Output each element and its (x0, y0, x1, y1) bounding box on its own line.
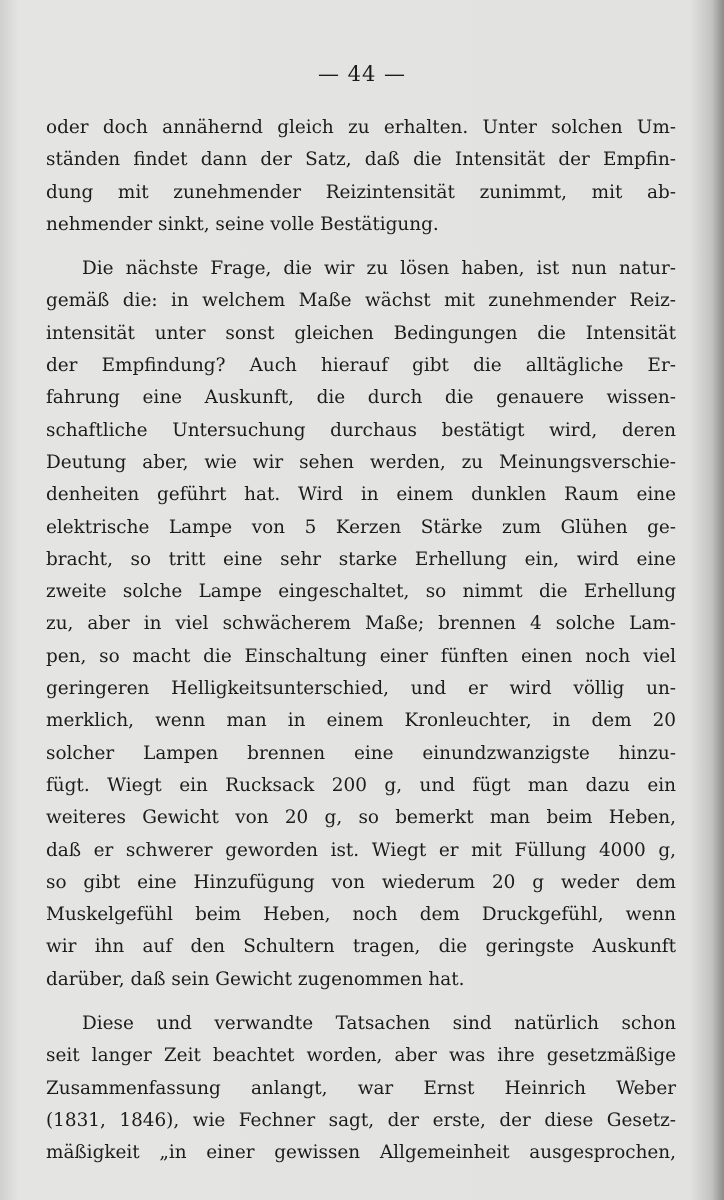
text-line: so gibt eine Hinzufügung von wiederum 20 g weder dem (46, 871, 676, 893)
text-line: schaftliche Untersuchung durchaus bestätigt wird, deren (46, 419, 676, 441)
text-line: seit langer Zeit beachtet worden, aber was ihre gesetzmäßige (46, 1045, 676, 1067)
page-number: — 44 — (317, 62, 407, 86)
text-line: dung mit zunehmender Reizintensität zunimmt, mit ab- (46, 181, 676, 203)
text-line: fahrung eine Auskunft, die durch die genauere wissen- (46, 387, 676, 409)
paragraph (46, 253, 676, 996)
text-line: solcher Lampen brennen eine einundzwanzigste hinzu- (46, 742, 676, 764)
text-line: der Empfindung? Auch hierauf gibt die alltägliche Er- (46, 355, 676, 377)
text-line: geringeren Helligkeitsunterschied, und er wird völlig un- (46, 678, 676, 700)
text-line: Muskelgefühl beim Heben, noch dem Druckgefühl, wenn (46, 904, 676, 926)
text-line: fügt. Wiegt ein Rucksack 200 g, und fügt man dazu ein (46, 774, 676, 796)
text-line: darüber, daß sein Gewicht zugenommen hat. (46, 968, 465, 990)
text-line: bracht, so tritt eine sehr starke Erhellung ein, wird eine (46, 548, 676, 570)
text-line: zu, aber in viel schwächerem Maße; brennen 4 solche Lam- (46, 613, 676, 635)
text-line: (1831, 1846), wie Fechner sagt, der erste, der diese Gesetz- (46, 1109, 676, 1131)
text-line: weiteres Gewicht von 20 g, so bemerkt man beim Heben, (46, 807, 676, 829)
paragraph (46, 1008, 676, 1169)
text-line: merklich, wenn man in einem Kronleuchter, in dem 20 (46, 710, 676, 732)
text-line: denheiten geführt hat. Wird in einem dunklen Raum eine (46, 484, 676, 506)
text-line: zweite solche Lampe eingeschaltet, so nimmt die Erhellung (46, 581, 676, 603)
text-line: gemäß die: in welchem Maße wächst mit zunehmender Reiz- (46, 290, 676, 312)
paragraph (46, 112, 676, 241)
text-line: mäßigkeit „in einer gewissen Allgemeinheit ausgesprochen, (46, 1142, 676, 1164)
text-line: wir ihn auf den Schultern tragen, die geringste Auskunft (46, 936, 676, 958)
body-text (46, 112, 676, 1182)
text-line: Die nächste Frage, die wir zu lösen haben, ist nun natur- (82, 258, 676, 280)
text-line: ständen findet dann der Satz, daß die Intensität der Empfin- (46, 149, 676, 171)
text-line: Zusammenfassung anlangt, war Ernst Heinrich Weber (46, 1077, 676, 1099)
text-line: oder doch annähernd gleich zu erhalten. Unter solchen Um- (46, 117, 676, 138)
text-line: daß er schwerer geworden ist. Wiegt er mit Füllung 4000 g, (46, 839, 676, 861)
text-line: nehmender sinkt, seine volle Bestätigung. (46, 213, 439, 235)
text-line: Diese und verwandte Tatsachen sind natürlich schon (82, 1013, 676, 1035)
text-line: pen, so macht die Einschaltung einer fünften einen noch viel (46, 645, 676, 667)
text-line: intensität unter sonst gleichen Bedingungen die Intensität (46, 322, 676, 344)
text-line: Deutung aber, wie wir sehen werden, zu Meinungsverschie- (46, 451, 676, 473)
text-line: elektrische Lampe von 5 Kerzen Stärke zum Glühen ge- (46, 516, 676, 538)
